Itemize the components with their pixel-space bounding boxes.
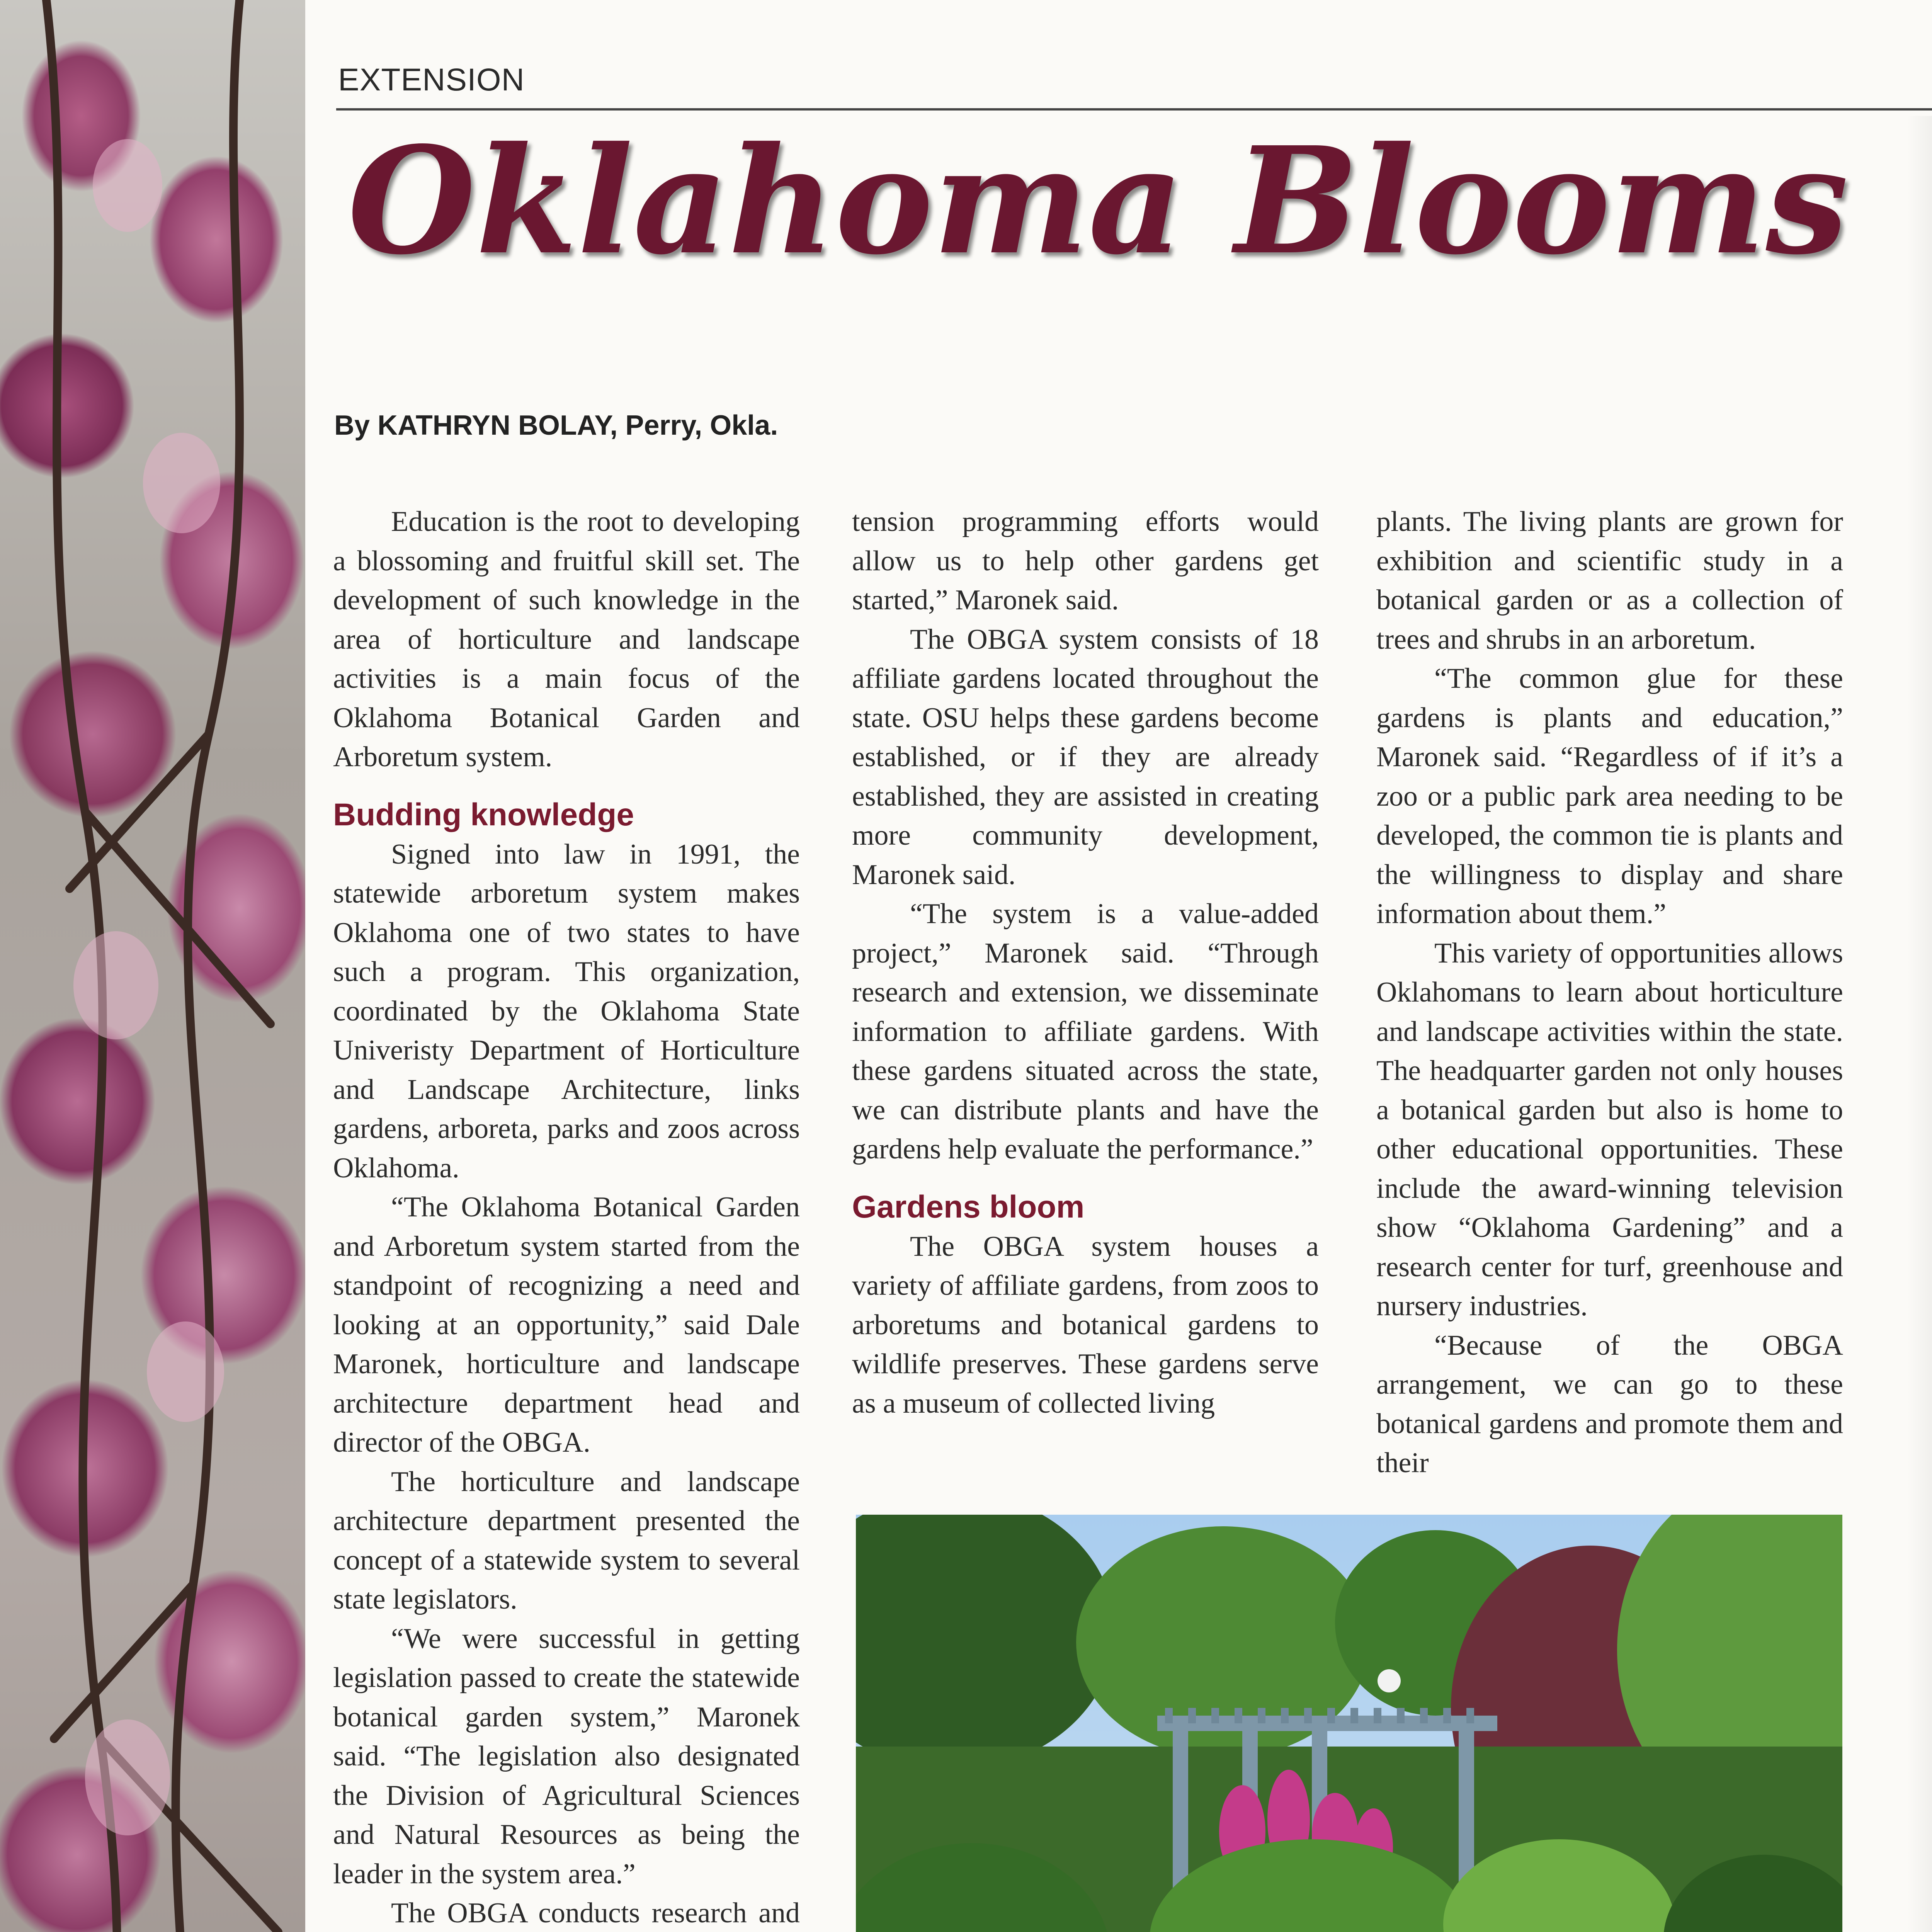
paragraph: The OBGA system houses a variety of affiliate gardens, from zoos to arboretums and botanical gardens to wildlife preserves. These gardens serve as a museum of collected living	[852, 1230, 1319, 1419]
subheading-budding-knowledge: Budding knowledge	[333, 797, 634, 832]
garden-pond-illustration	[856, 1515, 1842, 1932]
text-column-1	[333, 502, 800, 1932]
text-column-3	[1376, 502, 1843, 1483]
page-gutter-shade	[1907, 116, 1932, 1932]
paragraph: “The system is a value-added project,” Maronek said. “Through research and extension, we disseminate information to affiliate gardens. With these gardens situated across the state, we can distribute plants and have the gardens help evaluate the performance.”	[852, 898, 1319, 1165]
paragraph: The OBGA conducts research and	[391, 1897, 800, 1929]
byline: By KATHRYN BOLAY, Perry, Okla.	[334, 410, 778, 441]
garden-pond-photo	[856, 1515, 1842, 1932]
paragraph: The OBGA system consists of 18 affiliate gardens located throughout the state. OSU helps these gardens become established, or if they are already established, they are assisted in creating more community development, Maronek said.	[852, 623, 1319, 891]
paragraph: tension programming efforts would allow us to help other gardens get started,” Maronek said.	[852, 506, 1319, 616]
paragraph: “The common glue for these gardens is plants and education,” Maronek said. “Regardless of if it’s a zoo or a public park area needing to be developed, the common tie is plants and the willingness to display and share information about them.”	[1376, 663, 1843, 930]
paragraph: “Because of the OBGA arrangement, we can go to these botanical gardens and promote them and their	[1376, 1329, 1843, 1479]
magnolia-branches	[0, 0, 305, 1932]
section-label: EXTENSION	[338, 62, 525, 97]
paragraph: The horticulture and landscape architecture department presented the concept of a statewide system to several state legislators.	[333, 1466, 800, 1615]
paragraph: plants. The living plants are grown for exhibition and scientific study in a botanical garden or as a collection of trees and shrubs in an arboretum.	[1376, 506, 1843, 655]
article-title: Oklahoma Blooms	[348, 114, 1849, 287]
paragraph: “The Oklahoma Botanical Garden and Arboretum system started from the standpoint of recognizing a need and looking at an opportunity,” said Dale Maronek, horticulture and landscape architecture department head and director of the OBGA.	[333, 1191, 800, 1458]
header-rule	[336, 108, 1932, 111]
paragraph: Education is the root to developing a blossoming and fruitful skill set. The development of such knowledge in the area of horticulture and landscape activities is a main focus of the Oklahoma Botanical Garden and Arboretum system.	[333, 506, 800, 773]
paragraph: This variety of opportunities allows Oklahomans to learn about horticulture and landscape activities within the state. The headquarter garden not only houses a botanical garden but also is home to other educational opportunities. These include the award-winning television show “Oklahoma Gardening” and a research center for turf, greenhouse and nursery industries.	[1376, 937, 1843, 1322]
text-column-2	[852, 502, 1319, 1423]
paragraph: “We were successful in getting legislation passed to create the statewide botanical garden system,” Maronek said. “The legislation also designated the Division of Agricultural Sciences and Natural Resources as being the leader in the system area.”	[333, 1622, 800, 1890]
subheading-gardens-bloom: Gardens bloom	[852, 1189, 1085, 1225]
paragraph: Signed into law in 1991, the statewide arboretum system makes Oklahoma one of two states to have such a program. This organization, coordinated by the Oklahoma State Univeristy Department of Horticulture and Landscape Architecture, links gardens, arboreta, parks and zoos across Oklahoma.	[333, 838, 800, 1184]
magnolia-photo	[0, 0, 305, 1932]
